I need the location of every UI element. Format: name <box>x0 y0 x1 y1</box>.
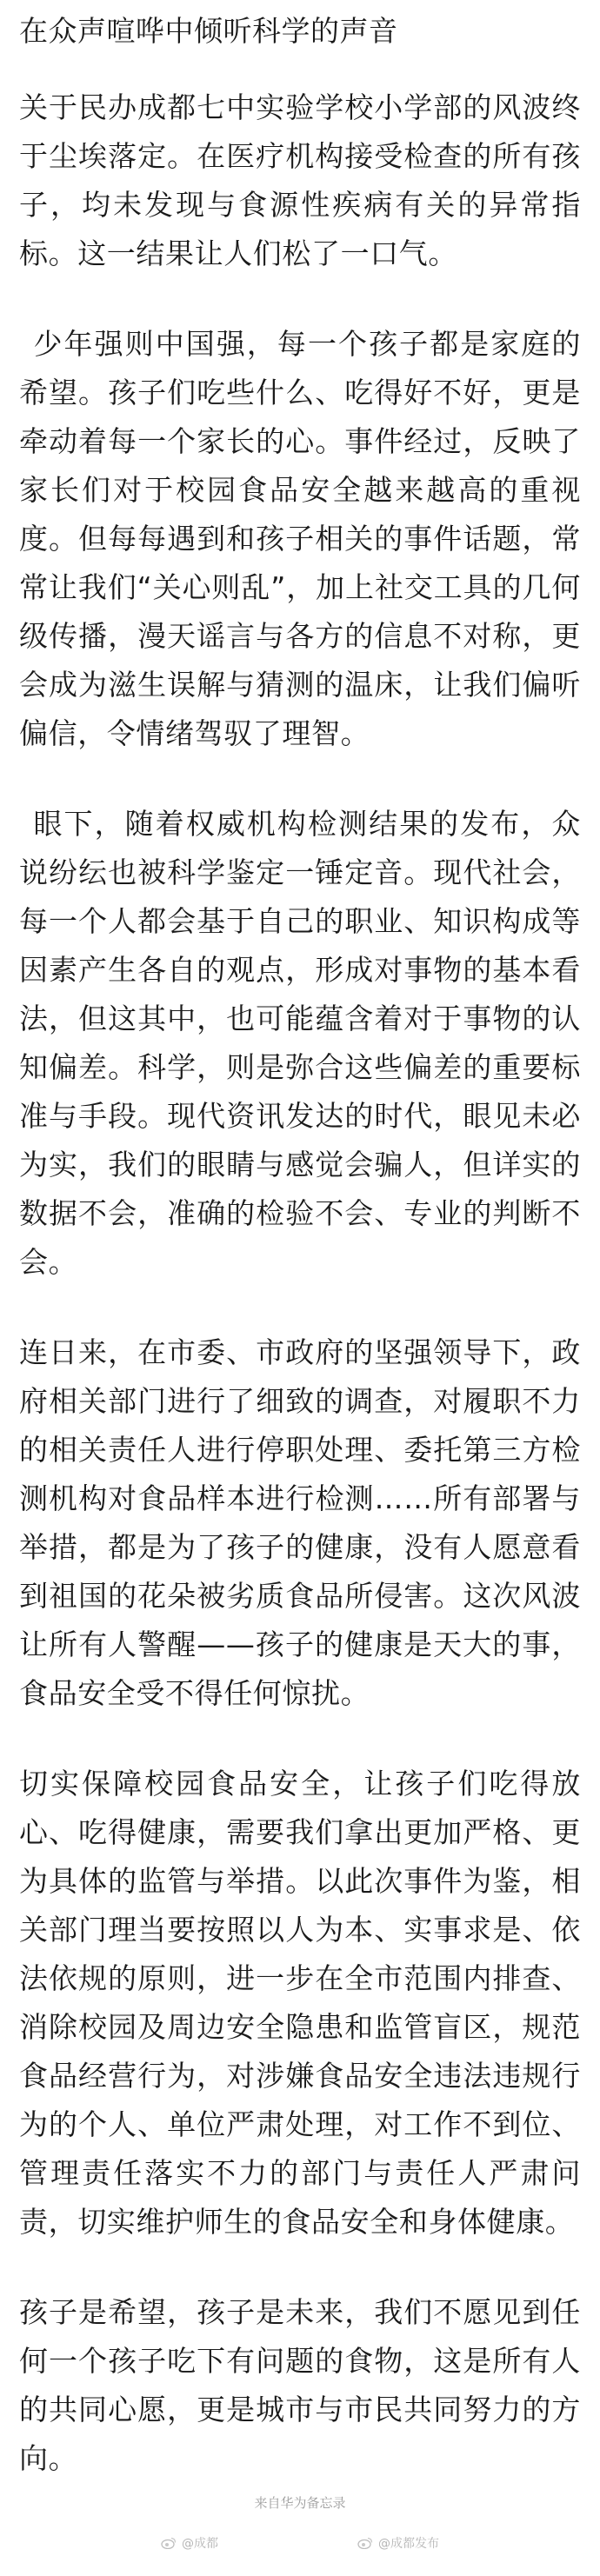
memo-source-label: 来自华为备忘录 <box>254 2495 346 2511</box>
article-paragraph-6: 孩子是希望，孩子是未来，我们不愿见到任何一个孩子吃下有问题的食物，这是所有人的共同心愿，更是城市与市民共同努力的方向。 <box>19 2295 581 2475</box>
article-paragraph-3: 眼下，随着权威机构检测结果的发布，众说纷纭也被科学鉴定一锤定音。现代社会，每一个人都会基于自己的职业、知识构成等因素产生各自的观点，形成对事物的基本看法，但这其中，也可能蕴含着对于事物的认知偏差。科学，则是弥合这些偏差的重要标准与手段。现代资讯发达的时代，眼见未必为实，我们的眼睛与感觉会骗人，但详实的数据不会，准确的检验不会、专业的判断不会。 <box>19 807 581 1279</box>
article-paragraph-5: 切实保障校园食品安全，让孩子们吃得放心、吃得健康，需要我们拿出更加严格、更为具体的监管与举措。以此次事件为鉴，相关部门理当要按照以人为本、实事求是、依法依规的原则，进一步在全市范围内排查、消除校园及周边安全隐患和监管盲区，规范食品经营行为，对涉嫌食品安全违法违规行为的个人、单位严肃处理，对工作不到位、管理责任落实不力的部门与责任人严肃问责，切实维护师生的食品安全和身体健康。 <box>19 1767 581 2239</box>
article-paragraph-1: 关于民办成都七中实验学校小学部的风波终于尘埃落定。在医疗机构接受检查的所有孩子，均未发现与食源性疾病有关的异常指标。这一结果让人们松了一口气。 <box>19 90 581 270</box>
watermark-left <box>161 2534 218 2552</box>
weibo-icon <box>357 2537 373 2549</box>
watermark-bar <box>0 2526 600 2560</box>
watermark-right <box>357 2534 439 2552</box>
article-paragraph-4: 连日来，在市委、市政府的坚强领导下，政府相关部门进行了细致的调查，对履职不力的相关责任人进行停职处理、委托第三方检测机构对食品样本进行检测……所有部署与举措，都是为了孩子的健康，没有人愿意看到祖国的花朵被劣质食品所侵害。这次风波让所有人警醒——孩子的健康是天大的事，食品安全受不得任何惊扰。 <box>19 1335 581 1710</box>
watermark-left-text: @成都 <box>182 2537 218 2551</box>
weibo-icon <box>161 2537 177 2549</box>
watermark-right-text: @成都发布 <box>378 2537 439 2551</box>
article-paragraph-2: 少年强则中国强，每一个孩子都是家庭的希望。孩子们吃些什么、吃得好不好，更是牵动着每一个家长的心。事件经过，反映了家长们对于校园食品安全越来越高的重视度。但每每遇到和孩子相关的事件话题，常常让我们“关心则乱”，加上社交工具的几何级传播，漫天谣言与各方的信息不对称，更会成为滋生误解与猜测的温床，让我们偏听偏信，令情绪驾驭了理智。 <box>19 327 581 750</box>
article-title: 在众声喧哗中倾听科学的声音 <box>19 14 398 48</box>
